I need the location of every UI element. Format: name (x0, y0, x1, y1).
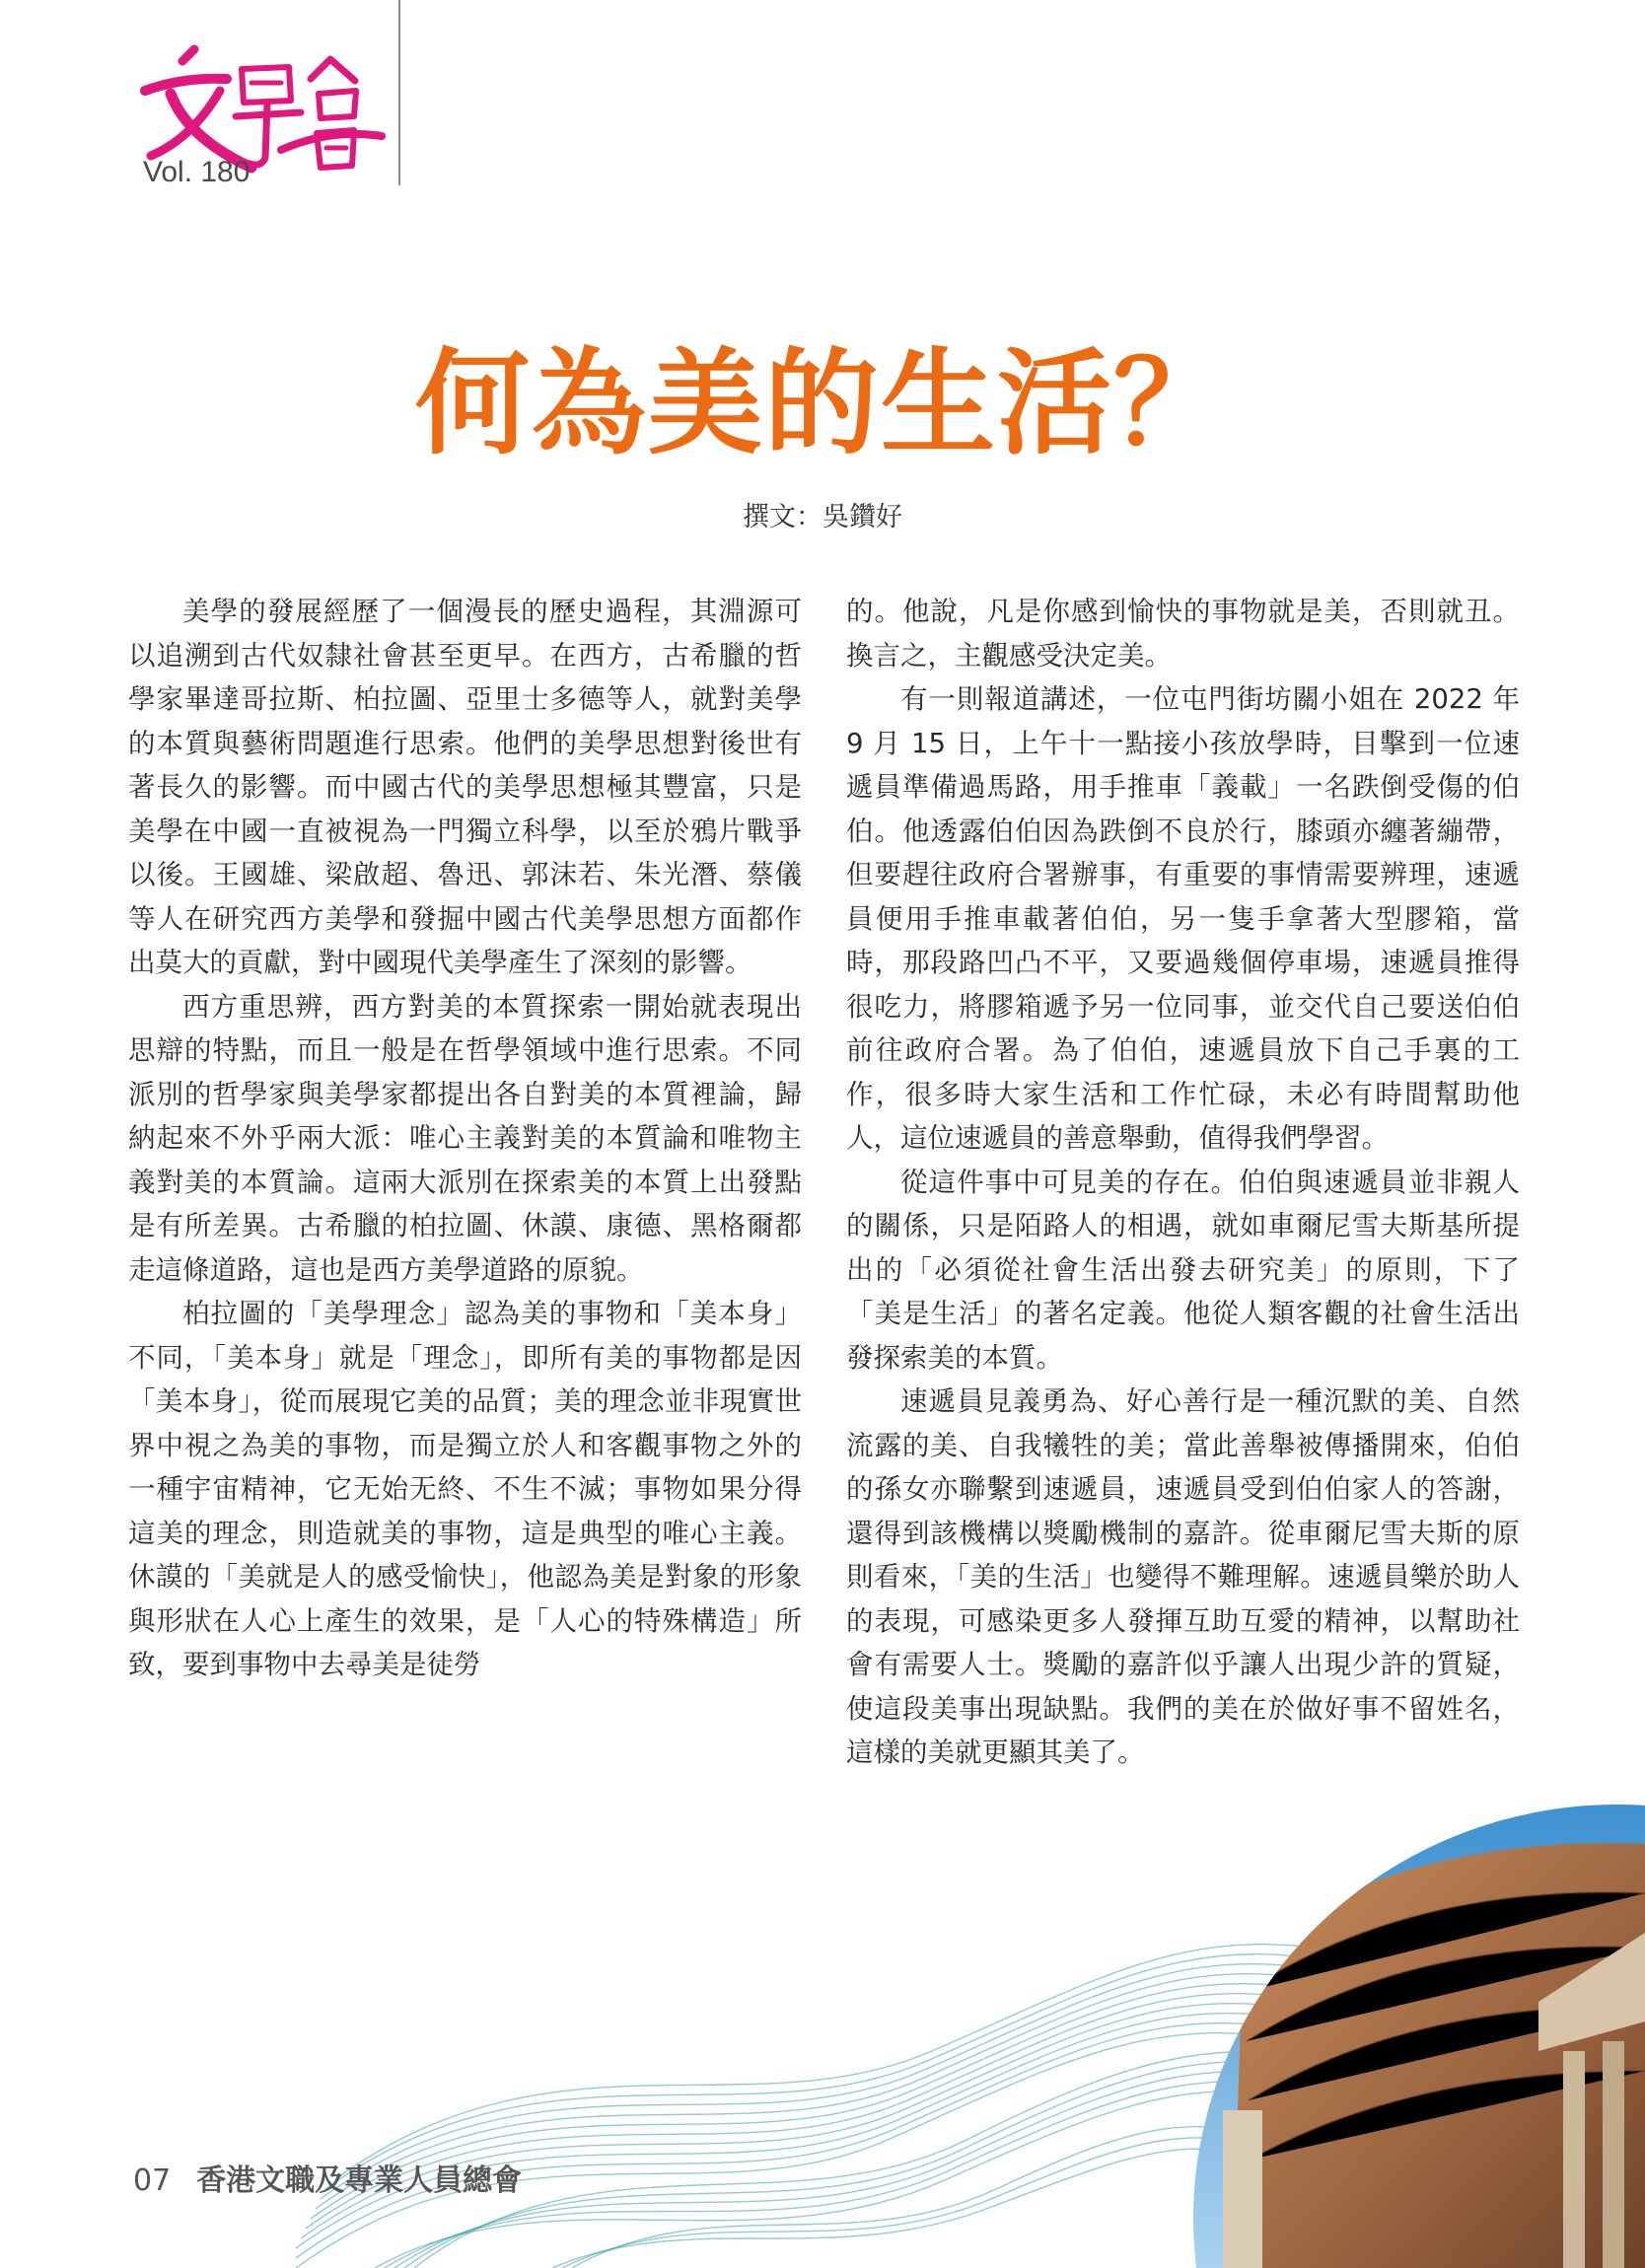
paragraph: 從這件事中可見美的存在。伯伯與速遞員並非親人的關係，只是陌路人的相遇，就如車爾尼雪夫斯基所提出的「必須從社會生活出發去研究美」的原則，下了「美是生活」的著名定義。他從人類客觀的社會生活出發探索美的本質。 (846, 1166, 1520, 1374)
pantheon-photo (1183, 1795, 1645, 2268)
article-column-left (128, 590, 802, 1687)
article-column-right (846, 590, 1520, 1775)
masthead (133, 39, 390, 197)
volume-number: Vol. 180 (143, 156, 250, 188)
paragraph: 有一則報道講述，一位屯門街坊關小姐在 2022 年 9 月 15 日，上午十一點接小孩放學時，目擊到一位速遞員準備過馬路，用手推車「義載」一名跌倒受傷的伯伯。他透露伯伯因為跌倒不良於行，膝頭亦纏著繃帶，但要趕往政府合署辦事，有重要的事情需要辨理，速遞員便用手推車載著伯伯，另一隻手拿著大型膠箱，當時，那段路凹凸不平，又要過幾個停車場，速遞員推得很吃力，將膠箱遞予另一位同事，並交代自己要送伯伯前往政府合署。為了伯伯，速遞員放下自己手裏的工作，很多時大家生活和工作忙碌，未必有時間幫助他人，這位速遞員的善意舉動，值得我們學習。 (846, 683, 1520, 1154)
paragraph: 柏拉圖的「美學理念」認為美的事物和「美本身」不同，「美本身」就是「理念」，即所有美的事物都是因「美本身」，從而展現它美的品質；美的理念並非現實世界中視之為美的事物，而是獨立於人和客觀事物之外的一種宇宙精神，它无始无終、不生不滅；事物如果分得這美的理念，則造就美的事物，這是典型的唯心主義。休謨的「美就是人的感受愉快」，他認為美是對象的形象與形狀在人心上產生的效果，是「人心的特殊構造」所致，要到事物中去尋美是徒勞 (128, 1298, 802, 1680)
organization-name: 香港文職及專業人員總會 (196, 2163, 523, 2198)
page-number: 07 (133, 2163, 172, 2198)
paragraph-continuation: 的。他說，凡是你感到愉快的事物就是美，否則就丑。換言之，主觀感受決定美。 (846, 596, 1520, 672)
paragraph: 西方重思辨，西方對美的本質探索一開始就表現出思辯的特點，而且一般是在哲學領域中進行思索。不同派別的哲學家與美學家都提出各自對美的本質裡論，歸納起來不外乎兩大派：唯心主義對美的本質論和唯物主義對美的本質論。這兩大派別在探索美的本質上出發點是有所差異。古希臘的柏拉圖、休謨、康德、黑格爾都走這條道路，這也是西方美學道路的原貌。 (128, 990, 802, 1286)
article-byline: 撰文：吳鑽好 (743, 502, 902, 532)
paragraph: 速遞員見義勇為、好心善行是一種沉默的美、自然流露的美、自我犧牲的美；當此善舉被傳播開來，伯伯的孫女亦聯繫到速遞員，速遞員受到伯伯家人的答謝，還得到該機構以獎勵機制的嘉許。從車爾尼雪夫斯的原則看來，「美的生活」也變得不難理解。速遞員樂於助人的表現，可感染更多人發揮互助互愛的精神，以幫助社會有需要人士。獎勵的嘉許似乎讓人出現少許的質疑，使這段美事出現缺點。我們的美在於做好事不留姓名，這樣的美就更顯其美了。 (846, 1385, 1520, 1768)
article-title: 何為美的生活？ (415, 337, 1230, 470)
header-divider (398, 0, 400, 185)
page-footer (133, 2156, 522, 2199)
paragraph: 美學的發展經歷了一個漫長的歷史過程，其淵源可以追溯到古代奴隸社會甚至更早。在西方，古希臘的哲學家畢達哥拉斯、柏拉圖、亞里士多德等人，就對美學的本質與藝術問題進行思索。他們的美學思想對後世有著長久的影響。而中國古代的美學思想極其豐富，只是美學在中國一直被視為一門獨立科學，以至於鴉片戰爭以後。王國雄、梁啟超、魯迅、郭沫若、朱光潛、蔡儀等人在研究西方美學和發掘中國古代美學思想方面都作出莫大的貢獻，對中國現代美學產生了深刻的影響。 (128, 596, 802, 978)
